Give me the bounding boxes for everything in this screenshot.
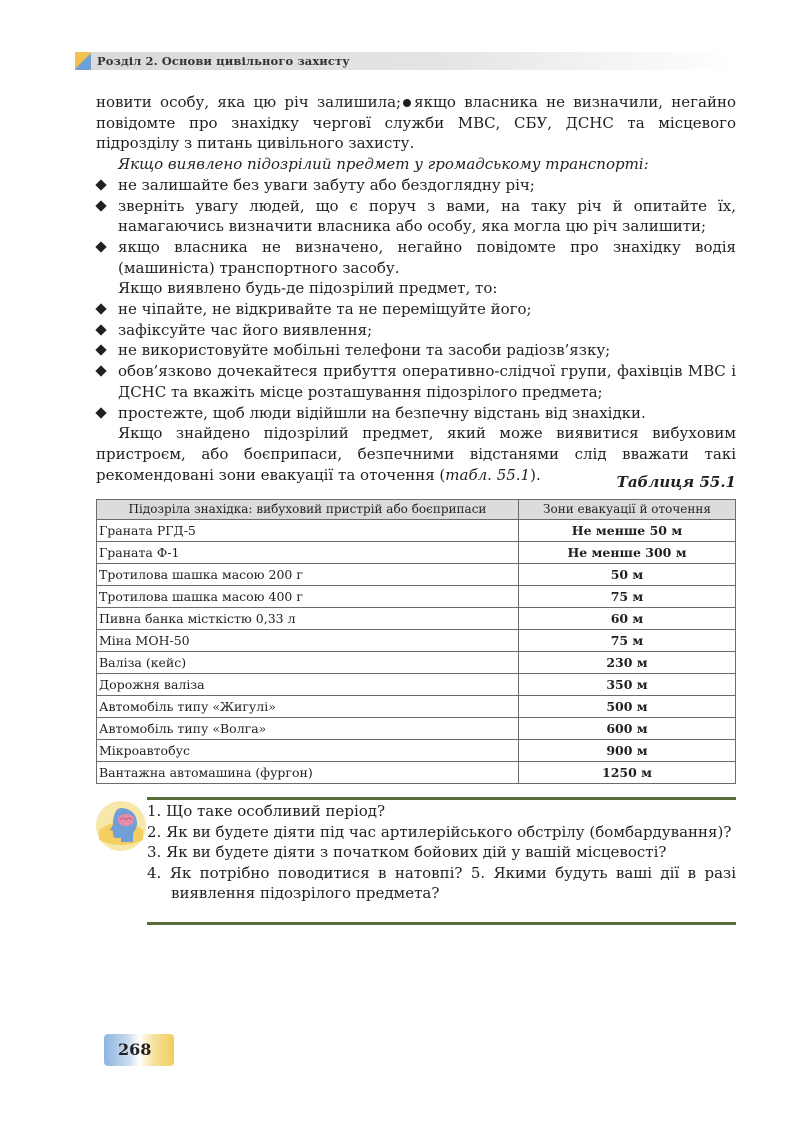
intro-part-1: новити особу, яка цю річ залишила; bbox=[96, 93, 402, 111]
table-row: Автомобіль типу «Волга» 600 м bbox=[97, 718, 736, 740]
body-text bbox=[96, 92, 736, 485]
table-header-row bbox=[97, 500, 736, 520]
intro-part-2: якщо власника не визначили, негайно повідомте про знахідку черговї служби МВС, СБУ, ДСНС та місцевого підрозділу з питань цивільного захисту. bbox=[96, 93, 736, 153]
header-marker-icon bbox=[75, 52, 91, 70]
question-item: 4. Як потрібно поводитися в натовпі? 5. Якими будуть ваші дії в разі виявлення підозрілого предмета? bbox=[147, 863, 736, 902]
question-item: 2. Як ви будете діяти під час артилерійського обстрілу (бомбардування)? bbox=[147, 822, 732, 841]
list-item: зафіксуйте час його виявлення; bbox=[96, 320, 736, 341]
table-row: Граната Ф-1 Не менше 300 м bbox=[97, 542, 736, 564]
chapter-title: Розділ 2. Основи цивільного захисту bbox=[97, 54, 350, 68]
diamond-bullet-icon bbox=[95, 345, 106, 356]
bullet-dot-icon bbox=[403, 99, 411, 107]
questions-bottom-rule bbox=[147, 922, 736, 925]
page-number: 268 bbox=[118, 1040, 152, 1059]
evacuation-table bbox=[96, 499, 736, 784]
list-item: обов’язково дочекайтеся прибуття оперативно-слідчої групи, фахівців МВС і ДСНС та вкажіть місце розташування підозрілого предмета; bbox=[96, 361, 736, 402]
table-row: Міна МОН-50 75 м bbox=[97, 630, 736, 652]
table-row: Граната РГД-5 Не менше 50 м bbox=[97, 520, 736, 542]
review-questions bbox=[147, 801, 736, 904]
diamond-bullet-icon bbox=[95, 303, 106, 314]
diamond-bullet-icon bbox=[95, 200, 106, 211]
diamond-bullet-icon bbox=[95, 241, 106, 252]
list-item: не використовуйте мобільні телефони та засоби радіозв’язку; bbox=[96, 340, 736, 361]
table-row: Дорожня валіза 350 м bbox=[97, 674, 736, 696]
anywhere-list bbox=[96, 299, 736, 423]
question-item: 1. Що таке особливий період? bbox=[147, 802, 386, 820]
intro-paragraph bbox=[96, 92, 736, 154]
questions-top-rule bbox=[147, 797, 736, 800]
list-item: якщо власника не визначено, негайно повідомте про знахідку водія (машиніста) транспортного засобу. bbox=[96, 237, 736, 278]
diamond-bullet-icon bbox=[95, 324, 106, 335]
table-row: Тротилова шашка масою 200 г 50 м bbox=[97, 564, 736, 586]
table-reference: табл. 55.1 bbox=[445, 465, 531, 484]
table-row: Мікроавтобус 900 м bbox=[97, 740, 736, 762]
list-item: простежте, щоб люди відійшли на безпечну відстань від знахідки. bbox=[96, 403, 736, 424]
column-header-item: Підозріла знахідка: вибуховий пристрій або боєприпаси bbox=[97, 500, 519, 520]
table-row: Автомобіль типу «Жигулі» 500 м bbox=[97, 696, 736, 718]
page-number-badge bbox=[104, 1034, 174, 1066]
list-item: не залишайте без уваги забуту або бездоглядну річ; bbox=[96, 175, 736, 196]
question-item: 3. Як ви будете діяти з початком бойових дій у вашій місцевості? bbox=[147, 843, 667, 861]
list-item: зверніть увагу людей, що є поруч з вами, на таку річ й опитайте їх, намагаючись визначити власника або особу, яка могла цю річ залишити; bbox=[96, 196, 736, 237]
diamond-bullet-icon bbox=[95, 179, 106, 190]
closing-paragraph: Якщо знайдено підозрілий предмет, який може виявитися вибуховим пристроєм, або боєприпаси, безпечними відстанями слід вважати такі рекомендовані зони евакуації та оточення (табл. 55.1). bbox=[96, 424, 736, 484]
brain-head-icon bbox=[95, 800, 147, 852]
list-item: не чіпайте, не відкривайте та не переміщуйте його; bbox=[96, 299, 736, 320]
anywhere-heading: Якщо виявлено будь-де підозрілий предмет, то: bbox=[118, 279, 498, 298]
table-row: Вантажна автомашина (фургон) 1250 м bbox=[97, 762, 736, 784]
table-row: Валіза (кейс) 230 м bbox=[97, 652, 736, 674]
diamond-bullet-icon bbox=[95, 407, 106, 418]
table-row: Пивна банка місткістю 0,33 л 60 м bbox=[97, 608, 736, 630]
table-caption: Таблиця 55.1 bbox=[616, 473, 736, 491]
diamond-bullet-icon bbox=[95, 365, 106, 376]
transport-heading: Якщо виявлено підозрілий предмет у громадському транспорті: bbox=[118, 155, 649, 174]
running-header bbox=[75, 52, 735, 70]
table-row: Тротилова шашка масою 400 г 75 м bbox=[97, 586, 736, 608]
column-header-distance: Зони евакуації й оточення bbox=[519, 500, 736, 520]
transport-list bbox=[96, 175, 736, 279]
